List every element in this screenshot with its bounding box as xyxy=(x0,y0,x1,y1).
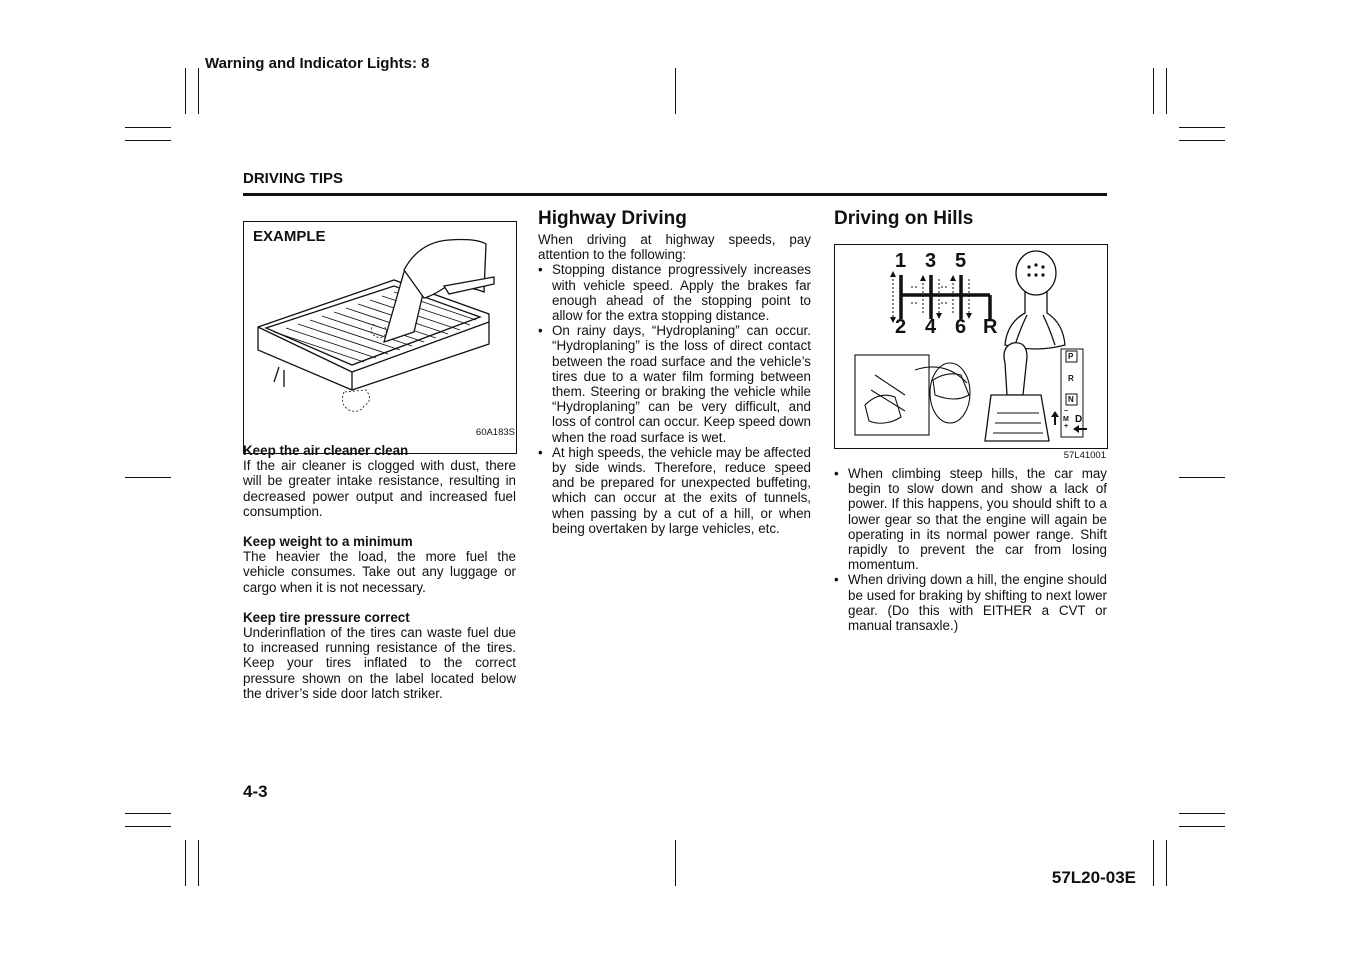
selector-label: N xyxy=(1068,395,1074,404)
document-code: 57L20-03E xyxy=(1051,868,1136,887)
gear-label: 4 xyxy=(925,316,937,338)
section-title: DRIVING TIPS xyxy=(243,170,344,187)
gear-label: 5 xyxy=(955,250,967,272)
page-number: 4-3 xyxy=(243,782,268,801)
air-cleaner-figure xyxy=(243,221,517,454)
gear-label: 3 xyxy=(925,250,937,272)
figure-code: 57L41001 xyxy=(1063,450,1106,461)
gear-label: 1 xyxy=(895,250,907,272)
tip-body-air-cleaner: If the air cleaner is clogged with dust, there will be greater intake resistance, resulting in decreased power output and increased fuel consumption. xyxy=(243,458,516,519)
list-item: • When climbing steep hills, the car may begin to slow down and show a lack of power. If this happens, you should shift to a lower gear so that the engine will again be operating in its normal power range. Shift rapidly to prevent the car from losing momentum. xyxy=(834,466,1107,572)
air-cleaner-illustration xyxy=(244,222,516,453)
selector-label: D xyxy=(1075,414,1083,425)
hills-bullet-list xyxy=(834,466,1107,633)
tip-heading-tire-pressure: Keep tire pressure correct xyxy=(243,609,410,625)
list-item: • When driving down a hill, the engine should be used for braking by shifting to next lower gear. (Do this with EITHER a CVT or manual transaxle.) xyxy=(834,572,1107,633)
left-column xyxy=(243,443,516,701)
highway-driving-heading: Highway Driving xyxy=(538,208,687,229)
gear-label: 2 xyxy=(895,316,907,338)
running-header: Warning and Indicator Lights: 8 xyxy=(205,55,430,72)
list-item: • Stopping distance progressively increases with vehicle speed. Apply the brakes far enough ahead of the stopping point to allow for the extra stopping distance. xyxy=(538,262,811,323)
selector-label: R xyxy=(1068,374,1074,383)
middle-column xyxy=(538,208,811,536)
figure-code: 60A183S xyxy=(475,427,515,438)
figure-label: EXAMPLE xyxy=(253,228,326,245)
tip-body-weight: The heavier the load, the more fuel the vehicle consumes. Take out any luggage or cargo when it is not necessary. xyxy=(243,549,516,595)
tip-heading-air-cleaner: Keep the air cleaner clean xyxy=(243,443,409,458)
selector-label: − xyxy=(1064,408,1069,415)
tip-body-tire-pressure: Underinflation of the tires can waste fuel due to increased running resistance of the tires. Keep your tires inflated to the correct pressure shown on the label located below the driver’s side door latch striker. xyxy=(243,625,516,701)
gear-shift-figure xyxy=(834,244,1108,449)
right-column xyxy=(834,466,1107,633)
list-item: • At high speeds, the vehicle may be affected by side winds. Therefore, reduce speed and be prepared for unexpected buffeting, which can occur at the exits of tunnels, when passing by a cut of a hill, or when being overtaken by large vehicles, etc. xyxy=(538,445,811,536)
hills-heading-wrap xyxy=(834,208,1107,232)
section-rule xyxy=(243,193,1107,196)
highway-intro: When driving at highway speeds, pay attention to the following: xyxy=(538,232,811,263)
gear-label: R xyxy=(983,316,998,338)
highway-bullet-list xyxy=(538,262,811,536)
list-item: • On rainy days, “Hydroplaning” can occur. “Hydroplaning” is the loss of direct contact between the road surface and the vehicle’s tires due to a water film forming between them. Steering or braking the vehicle while “Hydroplaning” can be very difficult, and loss of control can occur. Keep speed down when the road surface is wet. xyxy=(538,323,811,445)
gear-label: 6 xyxy=(955,316,967,338)
selector-label: M xyxy=(1063,416,1069,423)
selector-label: + xyxy=(1064,423,1069,430)
driving-on-hills-heading: Driving on Hills xyxy=(834,208,974,229)
selector-label: P xyxy=(1068,352,1074,361)
tip-heading-weight: Keep weight to a minimum xyxy=(243,534,413,550)
